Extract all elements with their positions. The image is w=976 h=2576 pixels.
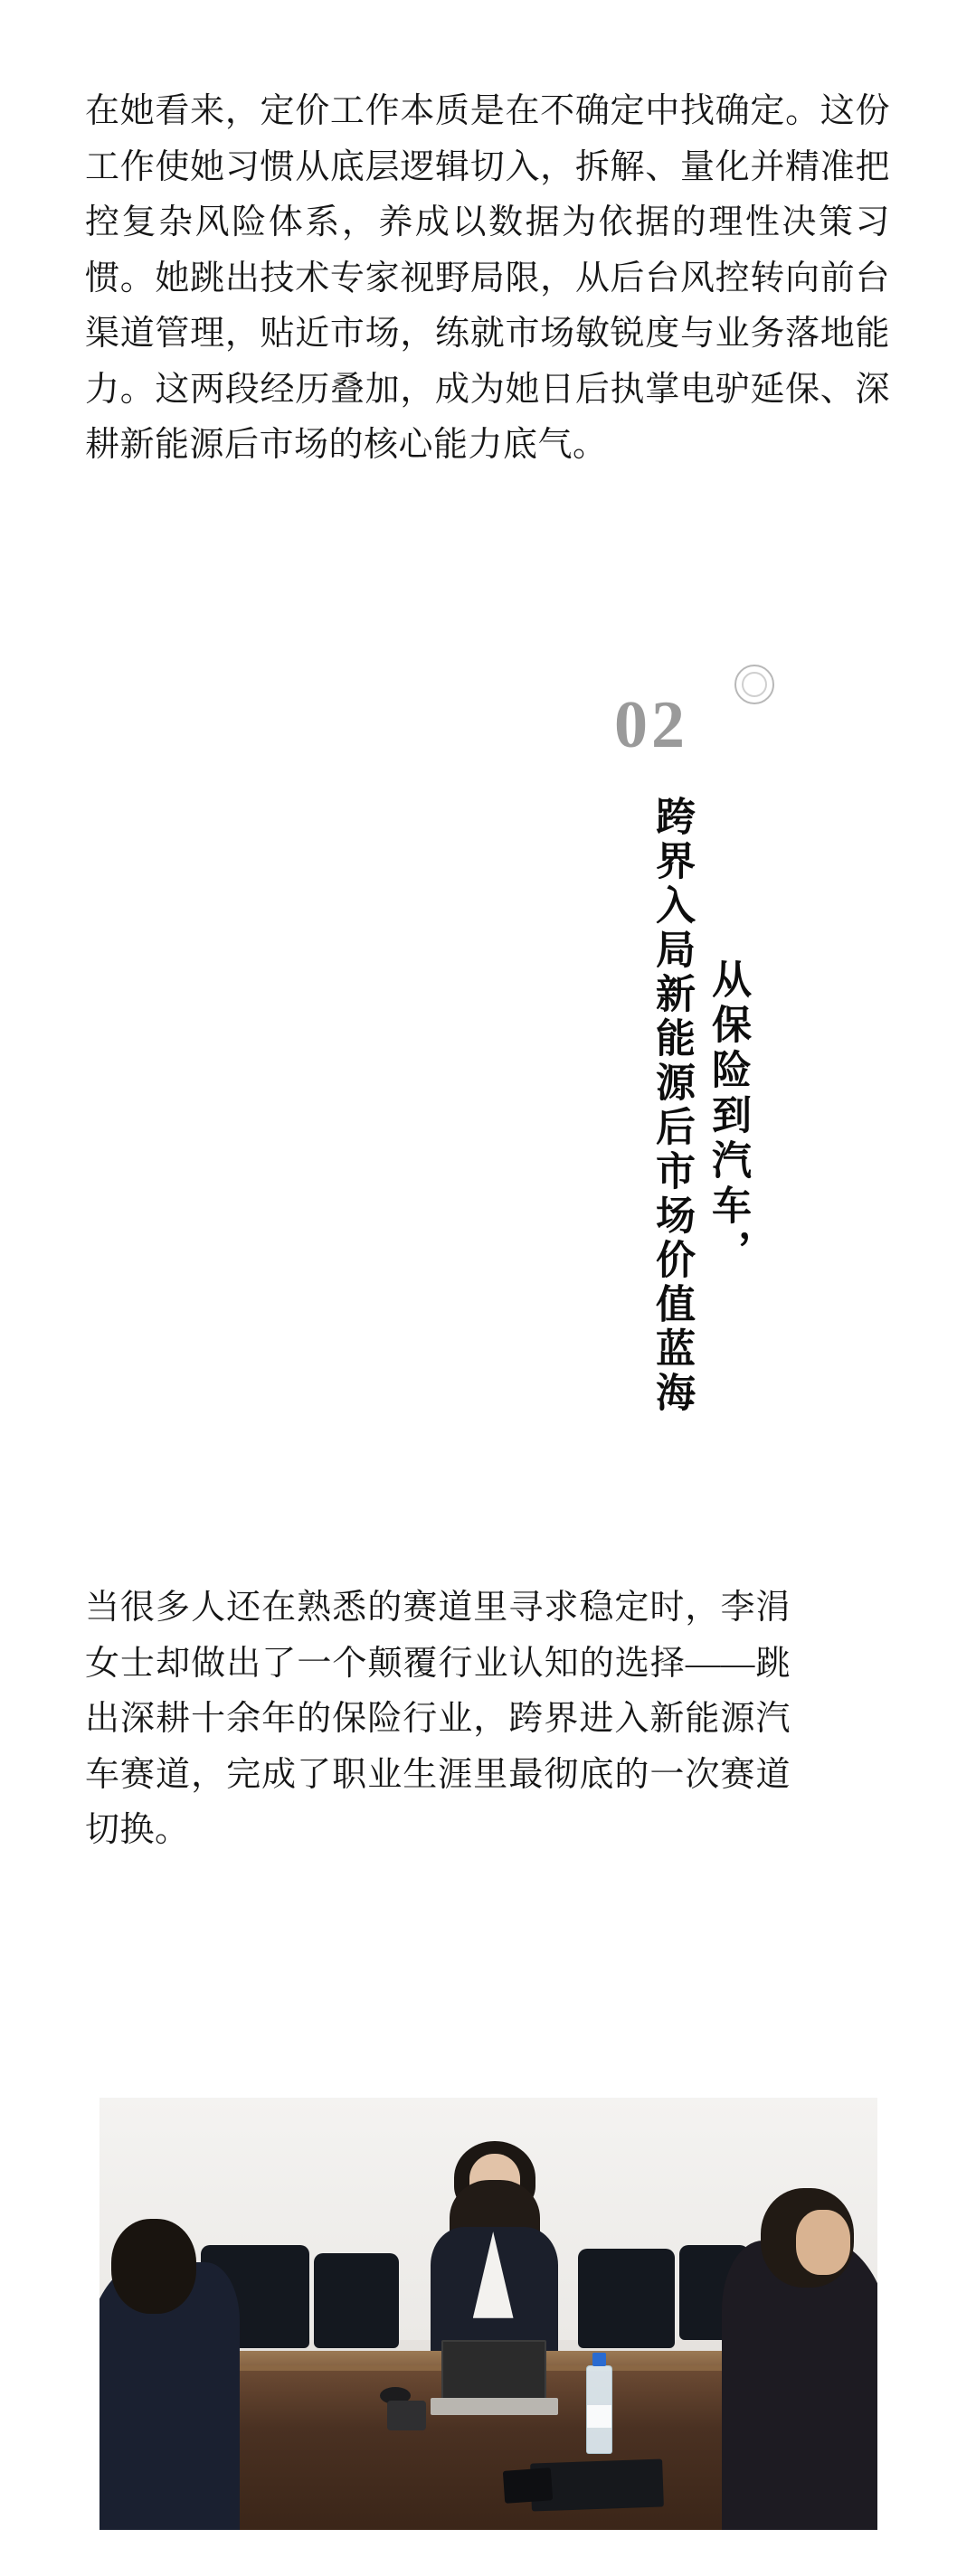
ring-icon-inner xyxy=(742,672,767,697)
photo-laptop-base xyxy=(431,2398,559,2415)
section-headline-line-2: 跨界入局新能源后市场价值蓝海 xyxy=(649,796,694,1416)
photo-chair-right xyxy=(578,2249,676,2348)
body-paragraph-2: 当很多人还在熟悉的赛道里寻求稳定时，李涓女士却做出了一个颠覆行业认知的选择——跳出深耕十余年的保险行业，跨界进入新能源汽车赛道，完成了职业生涯里最彻底的一次赛道切换。 xyxy=(85,1589,791,1850)
photo-laptop-screen xyxy=(441,2340,546,2404)
photo-bottle-right-cap xyxy=(592,2353,606,2366)
photo-person-left-head xyxy=(111,2219,197,2314)
photo-phone xyxy=(503,2467,554,2503)
ring-icon xyxy=(734,665,774,704)
body-paragraph-1: 在她看来，定价工作本质是在不确定中找确定。这份工作使她习惯从底层逻辑切入，拆解、量化并精准把控复杂风险体系，养成以数据为依据的理性决策习惯。她跳出技术专家视野局限，从后台风控转向前台渠道管理，贴近市场，练就市场敏锐度与业务落地能力。这两段经历叠加，成为她日后执掌电驴延保、深耕新能源后市场的核心能力底气。 xyxy=(85,92,890,465)
article-photo xyxy=(99,2098,877,2530)
photo-cup xyxy=(387,2401,426,2430)
photo-person-right-face xyxy=(796,2210,850,2275)
photo-bottle-right xyxy=(586,2365,613,2454)
section-headline xyxy=(649,796,750,1483)
photo-chair-left-2 xyxy=(314,2253,400,2348)
photo-bottle-right-label xyxy=(587,2405,612,2428)
section-headline-line-1: 从保险到汽车， xyxy=(706,958,750,1275)
photo-scene xyxy=(99,2098,877,2530)
section-number: 02 xyxy=(614,688,688,762)
